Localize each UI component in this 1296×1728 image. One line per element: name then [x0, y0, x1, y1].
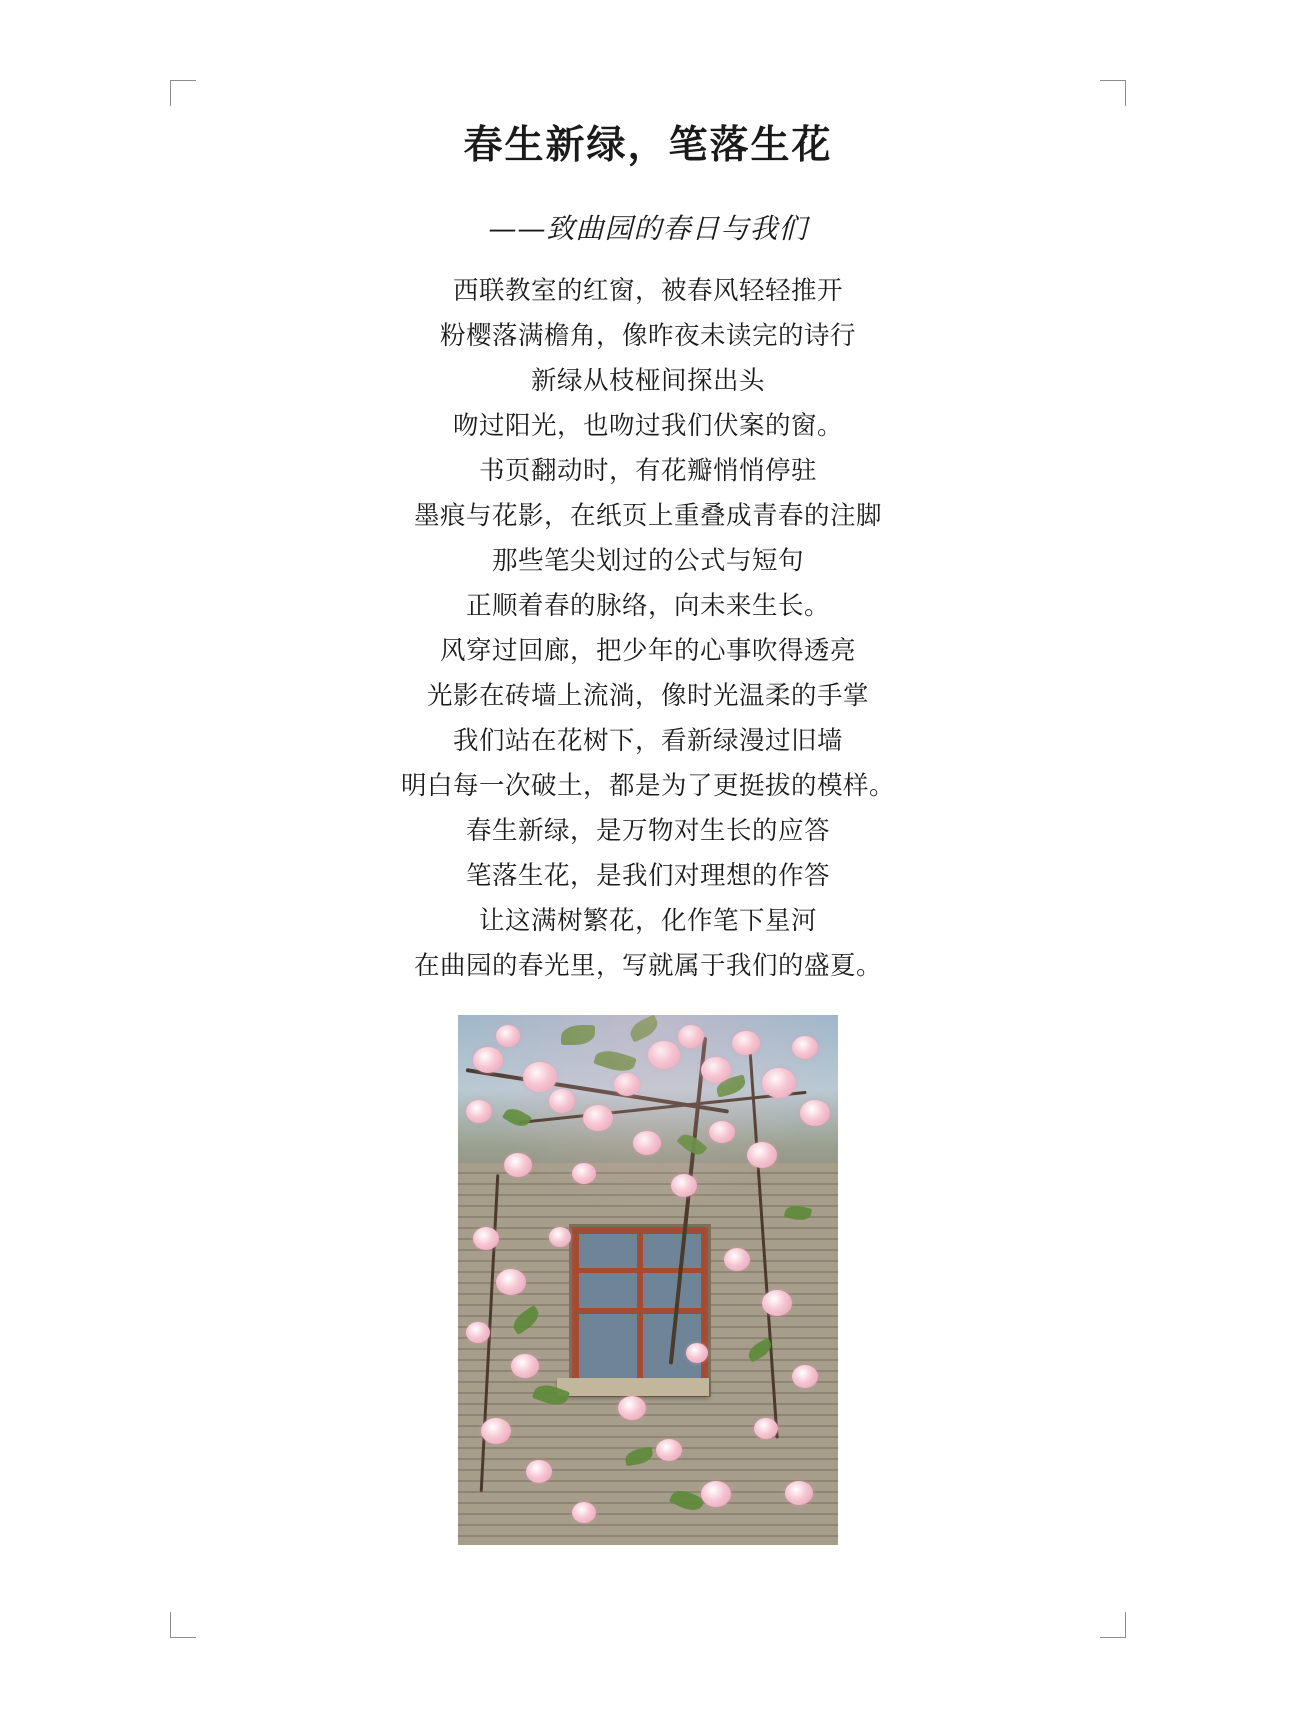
poem-line: 风穿过回廊，把少年的心事吹得透亮	[439, 635, 856, 666]
poem-line: 粉樱落满檐角，像昨夜未读完的诗行	[439, 320, 856, 351]
photo-blossom	[614, 1073, 640, 1096]
poem-body	[0, 247, 1296, 989]
photo-blossom	[473, 1227, 499, 1250]
page-title: 春生新绿，笔落生花	[463, 122, 833, 168]
photo-blossom	[671, 1174, 697, 1197]
poem-line: 西联教室的红窗，被春风轻轻推开	[452, 275, 843, 306]
poem-line: 春生新绿，是万物对生长的应答	[465, 815, 830, 846]
photo-blossom	[481, 1418, 511, 1444]
poem-line: 让这满树繁花，化作笔下星河	[478, 905, 817, 936]
photo-blossom	[724, 1248, 750, 1271]
photo-blossom	[466, 1322, 490, 1343]
photo-blossom	[785, 1481, 813, 1505]
photo-blossom	[732, 1031, 760, 1055]
photo-blossom	[504, 1153, 532, 1177]
photo-blossom	[709, 1121, 735, 1143]
photo-blossom	[747, 1142, 777, 1168]
poem-line: 在曲园的春光里，写就属于我们的盛夏。	[413, 950, 882, 981]
poem-line: 那些笔尖划过的公式与短句	[491, 545, 804, 576]
photo-blossom	[656, 1439, 682, 1461]
photo-blossom	[466, 1100, 492, 1123]
photo-blossom	[511, 1354, 539, 1378]
photo-blossom	[618, 1396, 646, 1420]
photo-container	[0, 1015, 1296, 1545]
poem-line: 我们站在花树下，看新绿漫过旧墙	[452, 725, 843, 756]
photo-blossom	[549, 1227, 571, 1247]
poem-line: 光影在砖墙上流淌，像时光温柔的手掌	[426, 680, 869, 711]
poem-line: 书页翻动时，有花瓣悄悄停驻	[478, 455, 817, 486]
photo-blossom	[496, 1269, 526, 1295]
cherry-blossom-window-photo	[458, 1015, 838, 1545]
photo-blossom	[473, 1047, 503, 1073]
poem-line: 笔落生花，是我们对理想的作答	[465, 860, 830, 891]
photo-blossom	[800, 1100, 830, 1126]
photo-blossom	[549, 1089, 575, 1113]
poem-line: 吻过阳光，也吻过我们伏案的窗。	[452, 410, 843, 441]
poem-line: 明白每一次破土，都是为了更挺拔的模样。	[400, 770, 895, 801]
photo-blossom	[523, 1062, 557, 1092]
photo-window-sill	[557, 1378, 709, 1397]
page-subtitle: ——致曲园的春日与我们	[488, 211, 808, 245]
photo-window	[572, 1227, 708, 1395]
poem-line: 正顺着春的脉络，向未来生长。	[465, 590, 830, 621]
photo-blossom	[762, 1068, 796, 1098]
poem-line: 墨痕与花影，在纸页上重叠成青春的注脚	[413, 500, 882, 531]
photo-blossom	[754, 1418, 778, 1439]
photo-blossom	[792, 1365, 818, 1388]
poem-line: 新绿从枝桠间探出头	[530, 365, 765, 396]
